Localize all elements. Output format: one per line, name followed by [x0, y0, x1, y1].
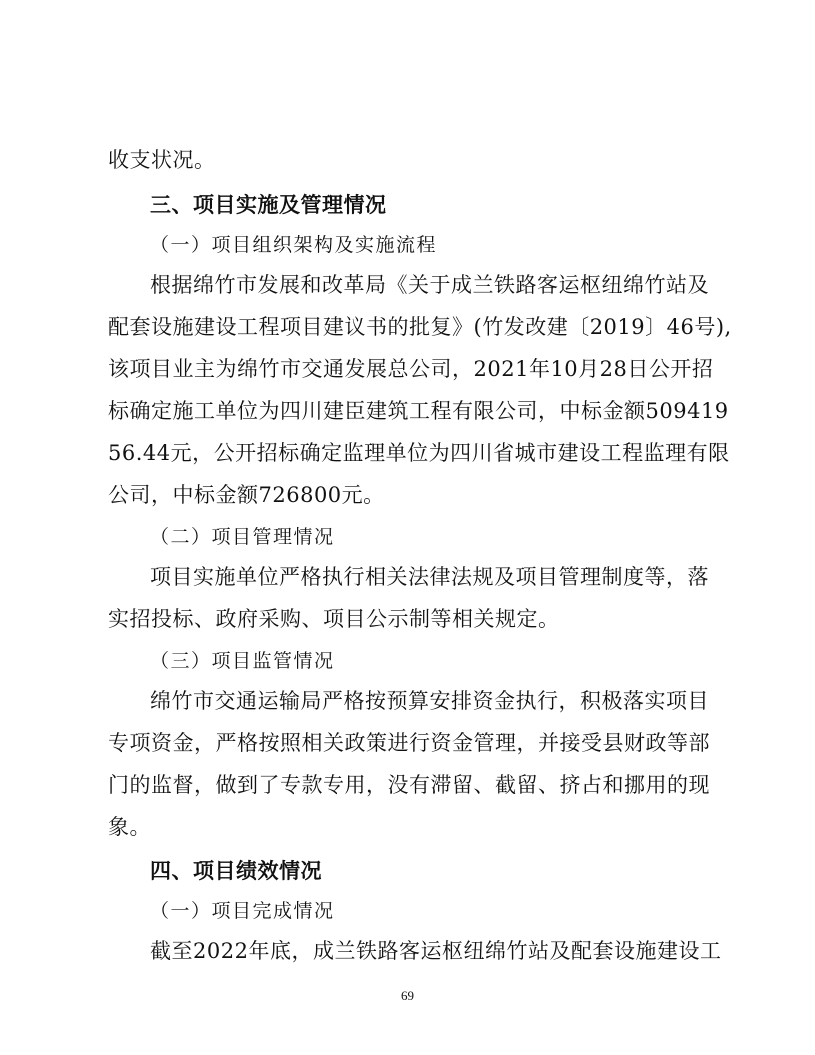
subsection-heading: （二）项目管理情况 — [150, 526, 335, 548]
paragraph-line: 项目实施单位严格执行相关法律法规及项目管理制度等，落 — [150, 565, 709, 589]
paragraph-line: 专项资金，严格按照相关政策进行资金管理，并接受县财政等部 — [108, 731, 710, 755]
paragraph-line: 标确定施工单位为四川建臣建筑工程有限公司，中标金额509419 — [108, 399, 729, 423]
paragraph-line: 截至2022年底，成兰铁路客运枢纽绵竹站及配套设施建设工 — [150, 939, 722, 963]
paragraph-line: 根据绵竹市发展和改革局《关于成兰铁路客运枢纽绵竹站及 — [150, 273, 709, 297]
paragraph-line: 配套设施建设工程项目建议书的批复》(竹发改建〔2019〕46号), — [108, 315, 732, 339]
section-heading: 四、项目绩效情况 — [150, 859, 322, 883]
paragraph-line: 绵竹市交通运输局严格按预算安排资金执行，积极落实项目 — [150, 689, 709, 713]
paragraph-line: 象。 — [108, 815, 151, 839]
paragraph-line: 该项目业主为绵竹市交通发展总公司，2021年10月28日公开招 — [108, 357, 714, 381]
paragraph-line: 门的监督，做到了专款专用，没有滞留、截留、挤占和挪用的现 — [108, 773, 710, 797]
paragraph-line: 实招投标、政府采购、项目公示制等相关规定。 — [108, 607, 560, 631]
subsection-heading: （三）项目监管情况 — [150, 650, 335, 672]
page-number: 69 — [401, 988, 414, 1003]
subsection-heading: （一）项目组织架构及实施流程 — [150, 234, 438, 256]
paragraph-line: 收支状况。 — [108, 148, 216, 172]
section-heading: 三、项目实施及管理情况 — [150, 193, 387, 217]
paragraph-line: 公司，中标金额726800元。 — [108, 483, 385, 507]
subsection-heading: （一）项目完成情况 — [150, 900, 335, 922]
paragraph-line: 56.44元，公开招标确定监理单位为四川省城市建设工程监理有限 — [108, 441, 730, 465]
